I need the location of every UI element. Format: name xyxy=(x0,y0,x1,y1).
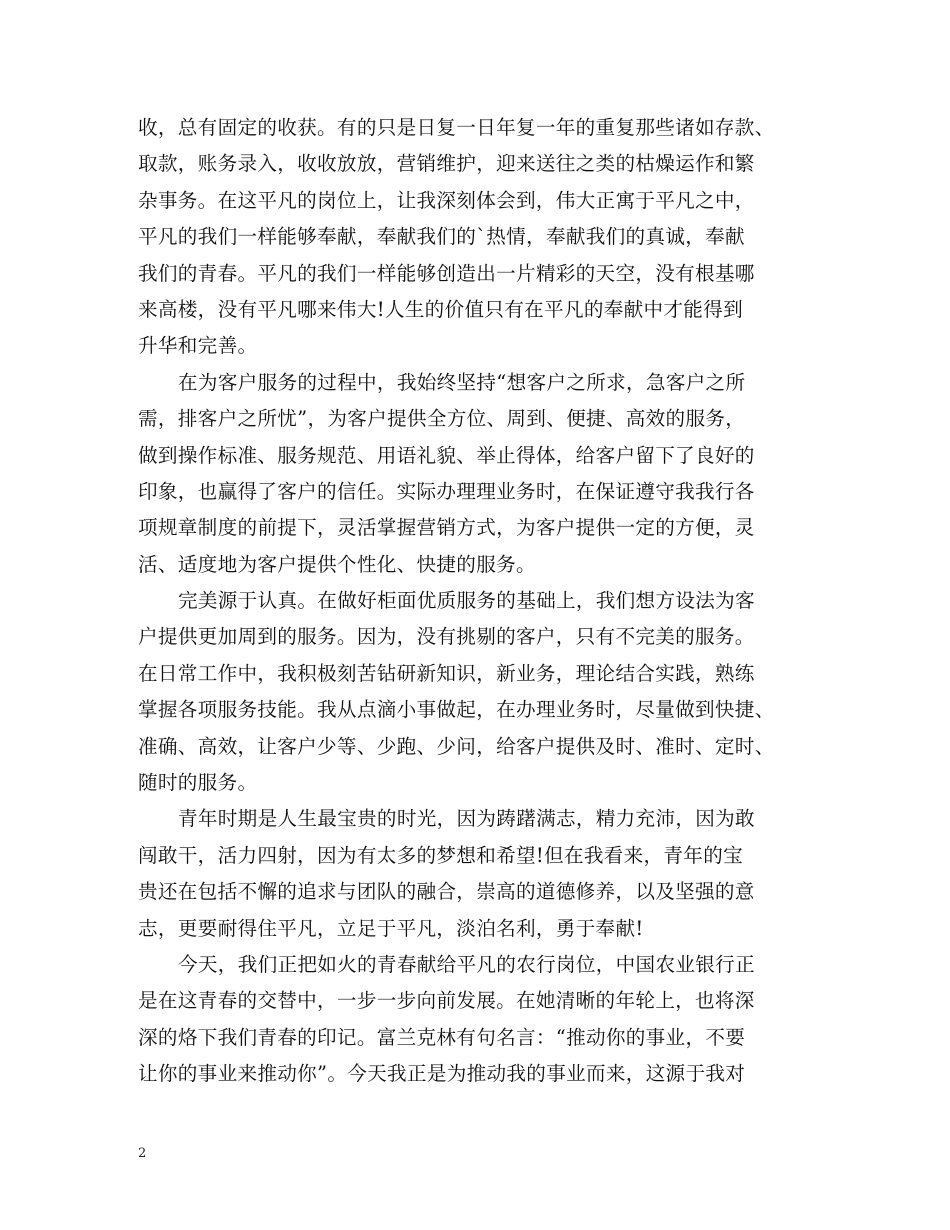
text-line: 户提供更加周到的服务。因为，没有挑剔的客户，只有不完美的服务。 xyxy=(138,625,755,649)
text-line: 闯敢干，活力四射，因为有太多的梦想和希望!但在我看来，青年的宝 xyxy=(138,843,743,867)
text-line: 我们的青春。平凡的我们一样能够创造出一片精彩的天空，没有根基哪 xyxy=(138,261,755,285)
text-line: 今天，我们正把如火的青春献给平凡的农行岗位，中国农业银行正 xyxy=(178,952,755,976)
text-line: 需，排客户之所忧”，为客户提供全方位、周到、便捷、高效的服务， xyxy=(138,407,746,431)
text-line: 印象，也赢得了客户的信任。实际办理理业务时，在保证遵守我我行各 xyxy=(138,479,755,503)
text-line: 掌握各项服务技能。我从点滴小事做起，在办理业务时，尽量做到快捷、 xyxy=(138,698,775,722)
text-line: 平凡的我们一样能够奉献，奉献我们的`热情，奉献我们的真诚，奉献 xyxy=(138,225,745,249)
text-line: 志，更要耐得住平凡，立足于平凡，淡泊名利，勇于奉献! xyxy=(138,916,644,940)
text-line: 在日常工作中，我积极刻苦钻研新知识，新业务，理论结合实践，熟练 xyxy=(138,661,755,685)
page-number: 2 xyxy=(138,1146,147,1161)
text-line: 活、适度地为客户提供个性化、快捷的服务。 xyxy=(138,552,536,576)
document-body xyxy=(138,110,818,1093)
text-line: 准确、高效，让客户少等、少跑、少问，给客户提供及时、准时、定时、 xyxy=(138,734,775,758)
text-line: 收，总有固定的收获。有的只是日复一日年复一年的重复那些诸如存款、 xyxy=(138,116,775,139)
text-line: 是在这青春的交替中，一步一步向前发展。在她清晰的年轮上，也将深 xyxy=(138,989,755,1013)
text-line: 做到操作标准、服务规范、用语礼貌、举止得体，给客户留下了良好的 xyxy=(138,443,755,467)
text-line: 在为客户服务的过程中，我始终坚持“想客户之所求，急客户之所 xyxy=(178,370,746,394)
text-line: 项规章制度的前提下，灵活掌握营销方式，为客户提供一定的方便，灵 xyxy=(138,516,755,540)
text-line: 深的烙下我们青春的印记。富兰克林有句名言：“推动你的事业，不要 xyxy=(138,1025,746,1049)
text-line: 取款，账务录入，收收放放，营销维护，迎来送往之类的枯燥运作和繁 xyxy=(138,152,755,176)
text-line: 贵还在包括不懈的追求与团队的融合，崇高的道德修养，以及坚强的意 xyxy=(138,880,755,904)
text-line: 升华和完善。 xyxy=(138,334,258,358)
text-line: 让你的事业来推动你”。今天我正是为推动我的事业而来，这源于我对 xyxy=(138,1062,746,1086)
text-line: 随时的服务。 xyxy=(138,771,258,795)
text-line: 完美源于认真。在做好柜面优质服务的基础上，我们想方设法为客 xyxy=(178,589,755,613)
text-line: 来高楼，没有平凡哪来伟大!人生的价值只有在平凡的奉献中才能得到 xyxy=(138,297,743,321)
text-line: 青年时期是人生最宝贵的时光，因为踌躇满志，精力充沛，因为敢 xyxy=(178,807,755,831)
text-line: 杂事务。在这平凡的岗位上，让我深刻体会到，伟大正寓于平凡之中， xyxy=(138,188,755,212)
